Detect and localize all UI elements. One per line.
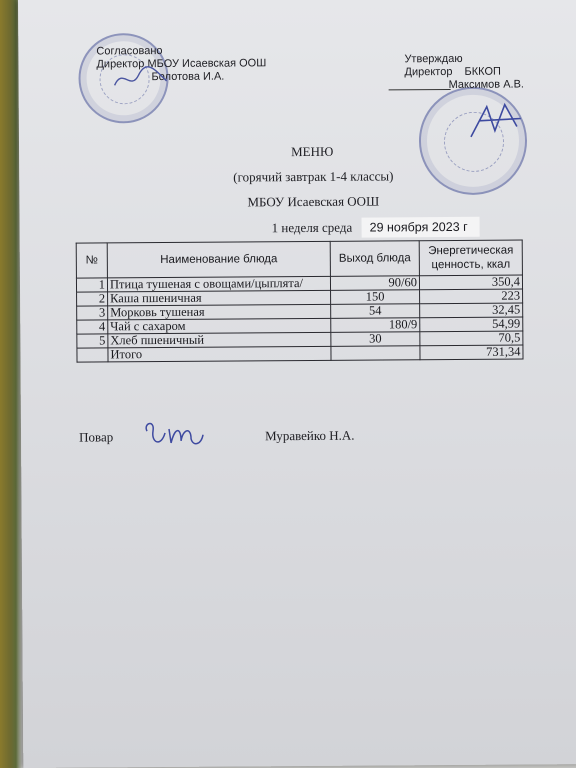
document-sheet xyxy=(18,0,576,768)
row-number: 1 xyxy=(76,278,107,292)
right-header-line3: Максимов А.В. xyxy=(448,78,525,91)
dish-kcal: 32,45 xyxy=(420,303,523,318)
col-header-output: Выход блюда xyxy=(330,241,419,277)
dish-name: Каша пшеничная xyxy=(108,290,331,306)
col-header-number: № xyxy=(76,243,107,278)
left-header-line2: Директор МБОУ Исаевская ООШ xyxy=(96,57,267,71)
left-header-line1: Согласовано xyxy=(96,44,163,58)
total-label: Итого xyxy=(108,346,331,362)
week-day: 1 неделя среда xyxy=(271,219,353,236)
total-kcal: 731,34 xyxy=(420,345,523,360)
dish-output: 54 xyxy=(331,304,420,319)
cook-name: Муравейко Н.А. xyxy=(264,427,355,444)
signature-line xyxy=(389,89,451,90)
signature-left xyxy=(110,63,170,93)
dish-output: 180/9 xyxy=(331,318,420,333)
school-name: МБОУ Исаевская ООШ xyxy=(247,193,380,210)
menu-table xyxy=(76,239,524,362)
cook-label: Повар xyxy=(79,429,114,445)
row-number: 4 xyxy=(77,320,108,334)
dish-output: 30 xyxy=(331,332,420,347)
dish-output: 150 xyxy=(331,290,420,305)
row-number: 3 xyxy=(77,306,108,320)
table-header-row xyxy=(76,240,522,278)
total-number-cell xyxy=(77,348,108,362)
row-number: 5 xyxy=(77,334,108,348)
total-output-cell xyxy=(331,346,420,361)
dish-name: Птица тушеная с овощами/цыплята/ xyxy=(107,276,330,292)
menu-subtitle: (горячий завтрак 1-4 классы) xyxy=(233,168,394,185)
right-header-role: Директор xyxy=(404,65,453,79)
right-header-org: БККОП xyxy=(464,65,501,78)
left-header-line3: Болотова И.А. xyxy=(151,70,225,84)
dish-name: Хлеб пшеничный xyxy=(108,332,331,348)
dish-kcal: 223 xyxy=(420,289,523,304)
dish-kcal: 70,5 xyxy=(420,331,523,346)
right-header-line1: Утверждаю xyxy=(404,52,463,66)
dish-name: Морковь тушеная xyxy=(108,304,331,320)
dish-name: Чай с сахаром xyxy=(108,318,331,334)
dish-output: 90/60 xyxy=(330,276,419,291)
dish-kcal: 350,4 xyxy=(419,275,522,290)
dish-kcal: 54,99 xyxy=(420,317,523,332)
cook-signature xyxy=(141,417,211,453)
row-number: 2 xyxy=(77,292,108,306)
menu-title: МЕНЮ xyxy=(291,143,334,160)
col-header-energy: Энергетическая ценность, ккал xyxy=(419,240,522,276)
signature-right xyxy=(465,96,529,146)
col-header-dish: Наименование блюда xyxy=(107,241,330,278)
menu-date: 29 ноября 2023 г xyxy=(362,217,480,238)
table-total-row xyxy=(77,345,523,362)
